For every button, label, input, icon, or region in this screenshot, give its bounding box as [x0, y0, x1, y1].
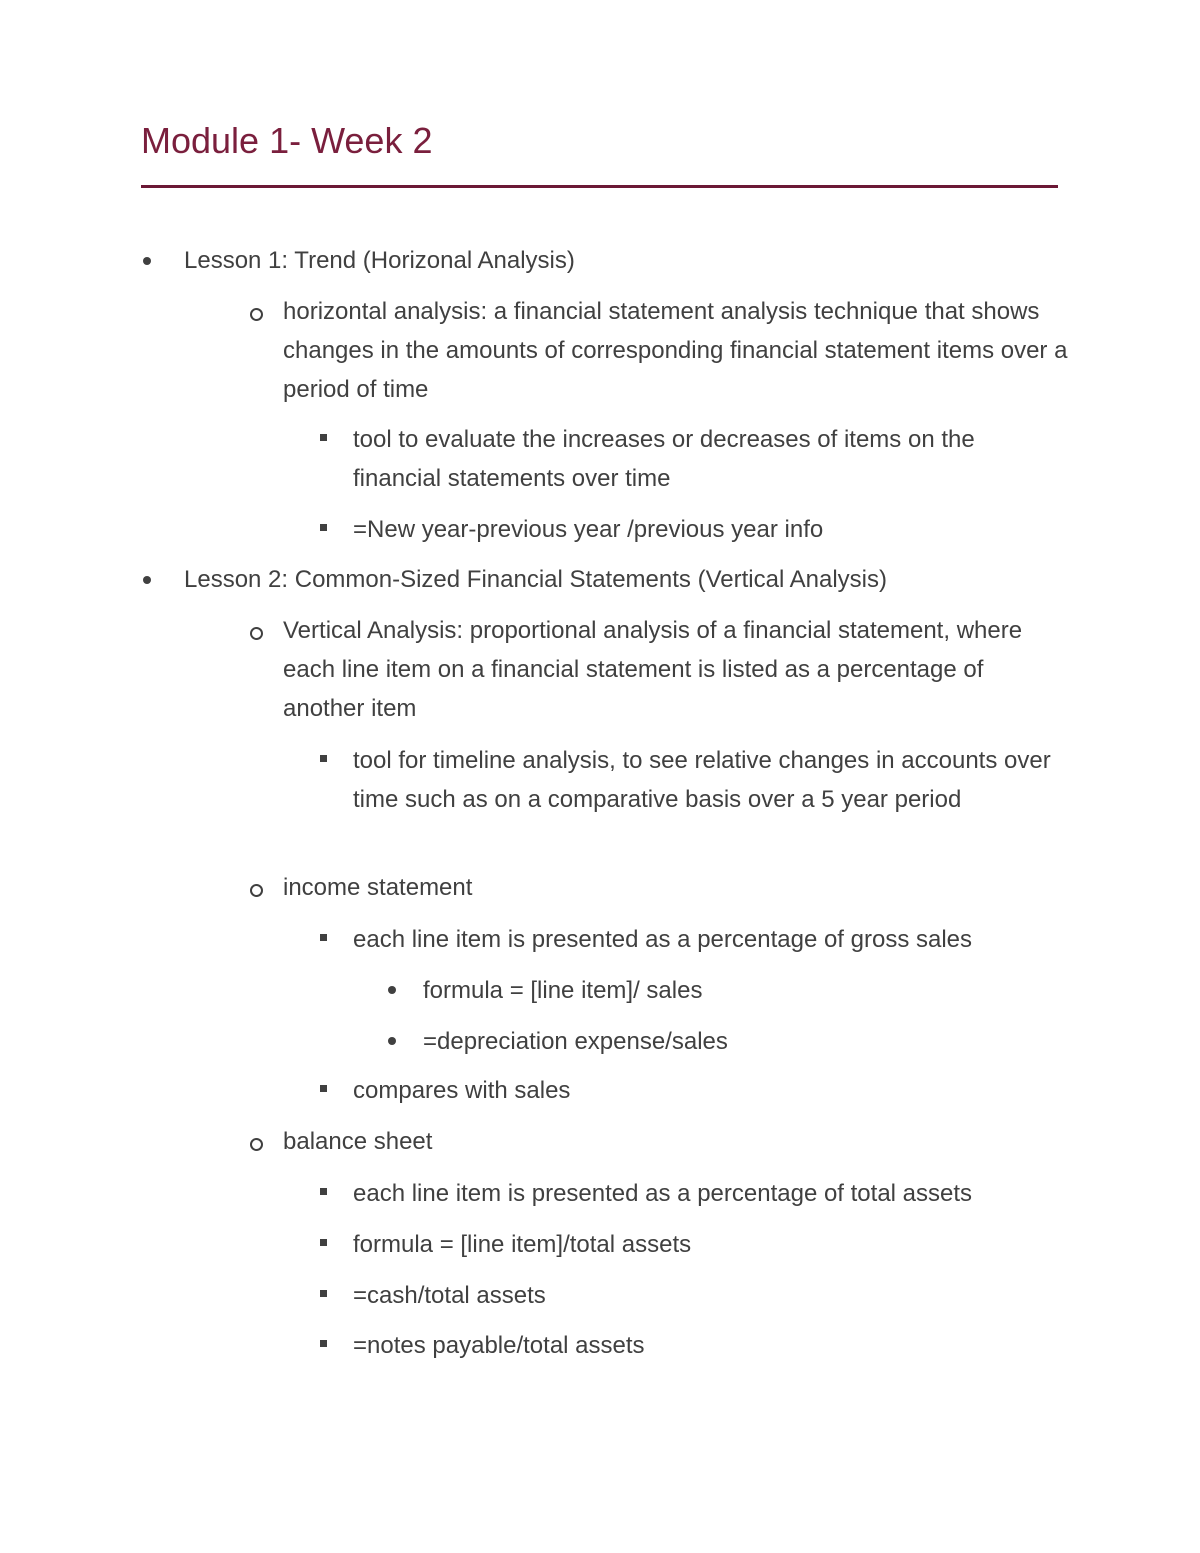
bullet-circle-icon — [250, 308, 263, 321]
bullet-square-icon — [320, 1290, 327, 1297]
list-item-tool-timeline: tool for timeline analysis, to see relative changes in accounts over time such as on a comparative basis over a 5 year period — [353, 747, 1051, 813]
bullet-square-icon — [320, 1340, 327, 1347]
bullet-square-icon — [320, 934, 327, 941]
bullet-circle-icon — [250, 884, 263, 897]
bullet-square-icon — [320, 434, 327, 441]
bullet-circle-icon — [250, 1138, 263, 1151]
bullet-square-icon — [320, 1188, 327, 1195]
list-item-lesson-1: Lesson 1: Trend (Horizonal Analysis) — [184, 247, 575, 274]
list-item-vertical-analysis: Vertical Analysis: proportional analysis of a financial statement, where each line item on a financial statement is listed as a percentage of another item — [283, 617, 1023, 722]
list-item-cash: =cash/total assets — [353, 1282, 546, 1309]
list-item-formula-sales: formula = [line item]/ sales — [423, 977, 703, 1004]
list-item-balance-sheet: balance sheet — [283, 1128, 433, 1155]
list-item-tool-evaluate: tool to evaluate the increases or decreases of items on the financial statements over time — [353, 426, 975, 492]
list-item-gross-sales: each line item is presented as a percentage of gross sales — [353, 926, 973, 953]
list-item-total-assets: each line item is presented as a percentage of total assets — [353, 1180, 973, 1207]
bullet-square-icon — [320, 1239, 327, 1246]
bullet-square-icon — [320, 524, 327, 531]
list-item-compares-sales: compares with sales — [353, 1077, 571, 1104]
page-title: Module 1- Week 2 — [141, 120, 433, 161]
bullet-disc-icon — [143, 576, 151, 584]
list-item-lesson-2: Lesson 2: Common-Sized Financial Statements (Vertical Analysis) — [184, 566, 887, 593]
list-item-depreciation: =depreciation expense/sales — [423, 1028, 728, 1055]
list-item-income-statement: income statement — [283, 874, 473, 901]
bullet-square-icon — [320, 755, 327, 762]
list-item-notes-payable: =notes payable/total assets — [353, 1332, 645, 1359]
bullet-disc-icon — [388, 1037, 396, 1045]
bullet-circle-icon — [250, 627, 263, 640]
list-item-formula-assets: formula = [line item]/total assets — [353, 1231, 692, 1258]
list-item-formula-horizontal: =New year-previous year /previous year info — [353, 516, 824, 543]
bullet-square-icon — [320, 1085, 327, 1092]
bullet-disc-icon — [143, 257, 151, 265]
list-item-horizontal-analysis: horizontal analysis: a financial statement analysis technique that shows changes in the amounts of corresponding financial statement items over a period of time — [283, 298, 1068, 403]
title-divider — [141, 185, 1058, 188]
bullet-disc-icon — [388, 986, 396, 994]
